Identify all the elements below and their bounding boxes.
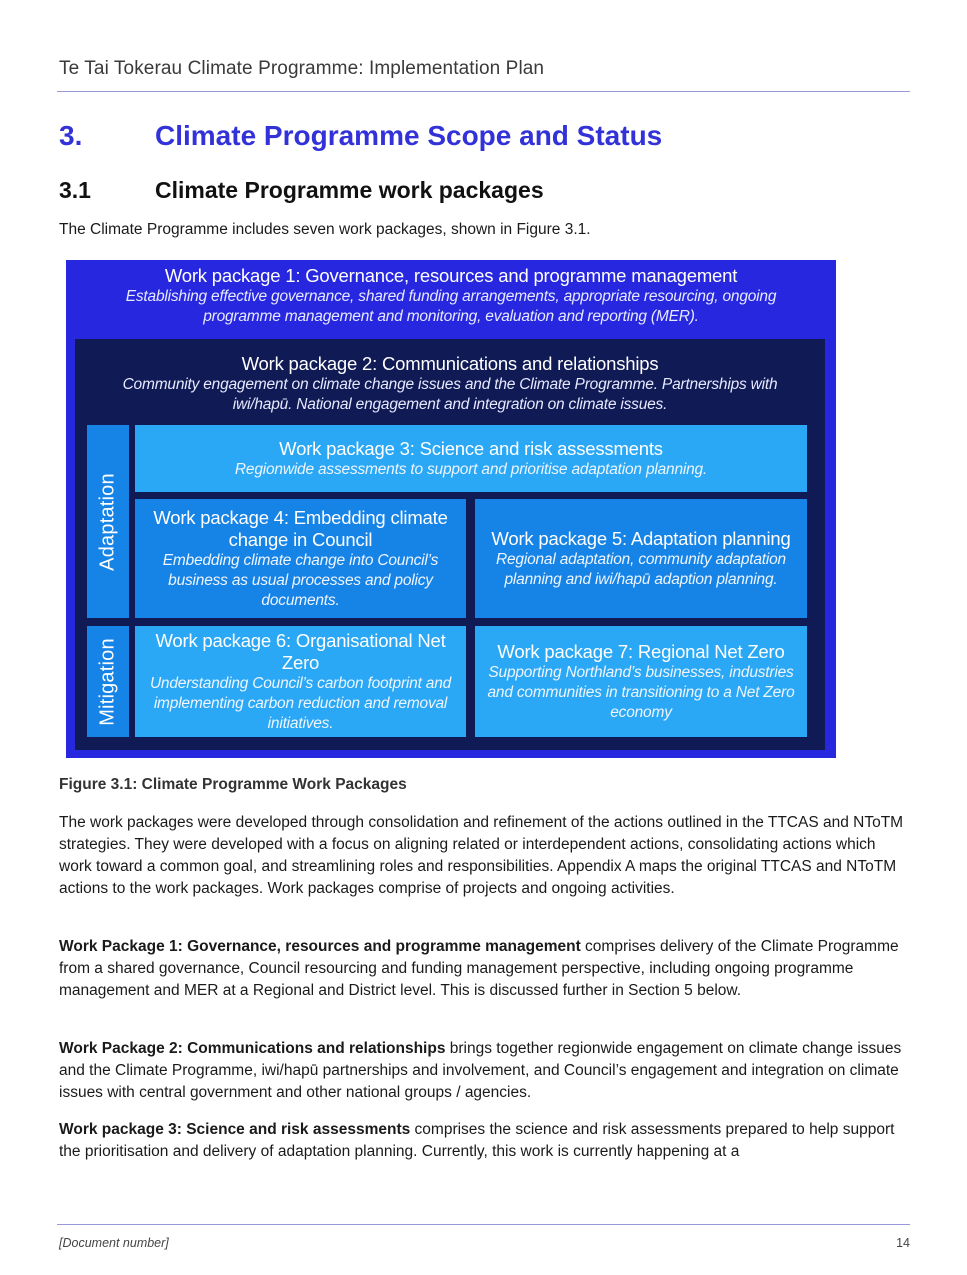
- paragraph-4-body: comprises the science and risk assessments prepared to help support the prioritisation and delivery of adaptation planning. Currently, this work is currently happening at a: [59, 1121, 895, 1160]
- running-header: Te Tai Tokerau Climate Programme: Implementation Plan: [59, 58, 545, 79]
- document-number: [Document number]: [59, 1236, 169, 1250]
- page-number: 14: [896, 1236, 910, 1250]
- mitigation-label: Mitigation: [96, 637, 119, 726]
- paragraph-3: [59, 1038, 911, 1104]
- footer-rule: [57, 1224, 910, 1225]
- paragraph-2: [59, 936, 911, 1002]
- paragraph-2-body: comprises delivery of the Climate Programme from a shared governance, Council resourcing and funding management perspective, including ongoing programme management and MER at a Regional and District level. This is discussed further in Section 5 below.: [59, 938, 899, 999]
- paragraph-3-body: brings together regionwide engagement on climate change issues and the Climate Programme, iwi/hapū partnerships and involvement, and Council’s engagement and integration on climate issues with central government and other national groups / agencies.: [59, 1040, 902, 1101]
- wp1-description: Establishing effective governance, shared funding arrangements, appropriate resourcing, ongoing programme management and monitoring, evaluation and reporting (MER).: [125, 288, 777, 325]
- wp7-title: Work package 7: Regional Net Zero: [497, 640, 785, 662]
- wp1-title: Work package 1: Governance, resources and programme management: [164, 265, 738, 286]
- wp4-title: Work package 4: Embedding climate change in Council: [153, 506, 448, 550]
- wp3-title: Work package 3: Science and risk assessments: [279, 437, 663, 459]
- paragraph-1: The work packages were developed through consolidation and refinement of the actions outlined in the TTCAS and NToTM strategies. They were developed with a focus on aligning related or interdependent actions, consolidating actions which work toward a common goal, and streamlining roles and responsibilities. Appendix A maps the original TTCAS and NToTM actions to the work packages. Work packages comprise of projects and ongoing activities.: [59, 814, 904, 897]
- wp4-description: Embedding climate change into Council’s business as usual processes and policy documents.: [162, 551, 439, 609]
- figure-caption: Figure 3.1: Climate Programme Work Packages: [59, 776, 407, 793]
- work-packages-figure: [66, 260, 836, 758]
- work-package-3: [135, 425, 807, 492]
- intro-text: The Climate Programme includes seven work packages, shown in Figure 3.1.: [59, 221, 591, 238]
- adaptation-label: Adaptation: [96, 472, 119, 571]
- wp6-title: Work package 6: Organisational Net Zero: [155, 629, 446, 673]
- wp3-description: Regionwide assessments to support and prioritise adaptation planning.: [234, 460, 708, 478]
- wp5-description: Regional adaptation, community adaptation planning and iwi/hapū adaption planning.: [496, 550, 786, 588]
- header-rule: [57, 91, 910, 92]
- work-package-5: [475, 499, 807, 618]
- subsection-number: 3.1: [59, 177, 91, 203]
- paragraph-4-lead: Work package 3: Science and risk assessments: [59, 1121, 411, 1138]
- wp2-description: Community engagement on climate change issues and the Climate Programme. Partnerships with iwi/hapū. National engagement and integration on climate issues.: [122, 376, 778, 413]
- section-title: Climate Programme Scope and Status: [155, 120, 663, 151]
- paragraph-4: [59, 1119, 911, 1163]
- work-package-1: [66, 265, 836, 327]
- wp5-title: Work package 5: Adaptation planning: [491, 527, 791, 549]
- wp7-description: Supporting Northland’s businesses, industries and communities in transitioning to a Net Zero economy: [487, 663, 795, 721]
- work-package-6: [135, 626, 466, 737]
- section-number: 3.: [59, 120, 83, 151]
- wp2-title: Work package 2: Communications and relationships: [241, 353, 659, 374]
- adaptation-label-box: [87, 425, 129, 618]
- paragraph-3-lead: Work Package 2: Communications and relationships: [59, 1040, 446, 1057]
- work-package-2: [75, 353, 825, 415]
- mitigation-label-box: [87, 626, 129, 737]
- work-package-2-box: [75, 339, 825, 750]
- work-package-7: [475, 626, 807, 737]
- work-package-4: [135, 499, 466, 618]
- subsection-title: Climate Programme work packages: [155, 177, 544, 203]
- wp6-description: Understanding Council’s carbon footprint and implementing carbon reduction and removal initiatives.: [149, 674, 452, 732]
- paragraph-2-lead: Work Package 1: Governance, resources and programme management: [59, 938, 581, 955]
